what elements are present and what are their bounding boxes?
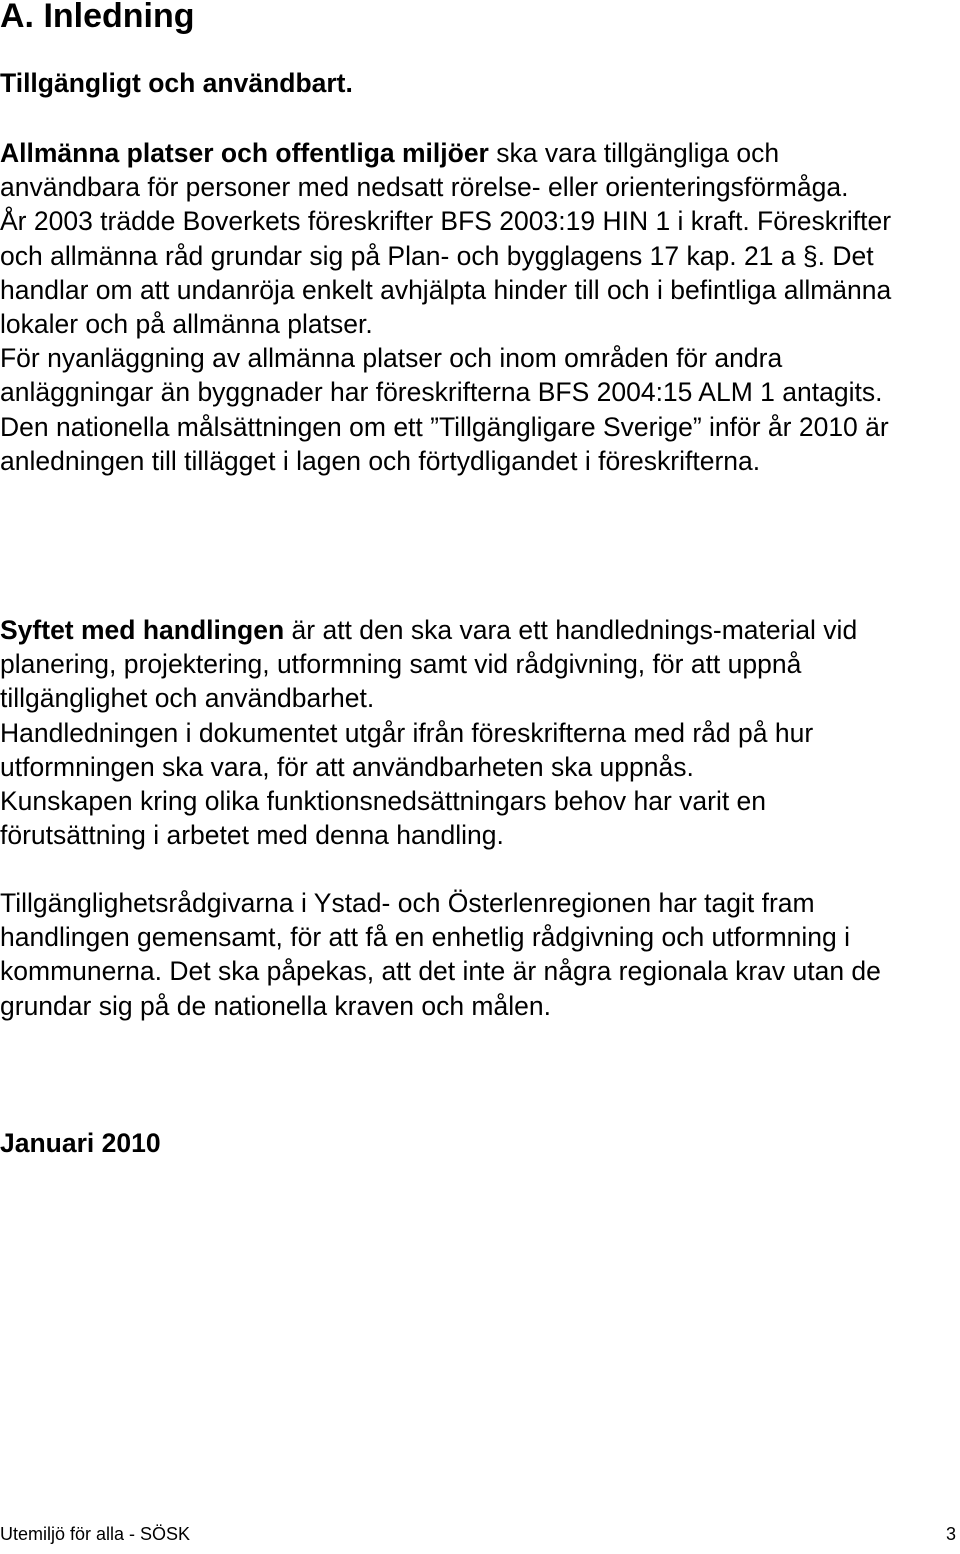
intro-paragraph-3: För nyanläggning av allmänna platser och inom områden för andra anläggningar än byggnader har föreskrifterna BFS 2004:15 ALM 1 antagits. [0,343,883,408]
purpose-section [0,613,900,852]
advisors-section [0,886,900,1023]
purpose-paragraph-1 [0,613,900,716]
footer-page-number: 3 [945,1524,956,1544]
intro-paragraph-4: Den nationella målsättningen om ett ”Tillgängligare Sverige” inför år 2010 är anledningen till tillägget i lagen och förtydligandet i föreskrifterna. [0,411,889,476]
purpose-lead-bold: Syftet med handlingen [0,615,285,645]
purpose-lead-rest: är att den ska vara ett handlednings-material vid planering, projektering, utformning samt vid rådgivning, för att uppnå tillgänglighet och användbarhet. [0,615,858,714]
intro-section [0,136,900,478]
page-heading: A. Inledning [0,0,195,35]
footer-title: Utemiljö för alla - SÖSK [0,1524,191,1544]
purpose-paragraph-2: Handledningen i dokumentet utgår ifrån föreskrifterna med råd på hur utformningen ska vara, för att användbarheten ska uppnås. [0,717,814,782]
intro-paragraph-1 [0,136,900,204]
document-date: Januari 2010 [0,1128,161,1158]
advisors-paragraph: Tillgänglighetsrådgivarna i Ystad- och Österlenregionen har tagit fram handlingen gemensamt, för att få en enhetlig rådgivning och utformning i kommunerna. Det ska påpekas, att det inte är några regionala krav utan de grundar sig på de nationella kraven och målen. [0,888,881,1021]
section-subheading: Tillgängligt och användbart. [0,68,353,98]
purpose-paragraph-3: Kunskapen kring olika funktionsnedsättningars behov har varit en förutsättning i arbetet med denna handling. [0,786,767,851]
intro-paragraph-2: År 2003 trädde Boverkets föreskrifter BFS 2003:19 HIN 1 i kraft. Föreskrifter och allmänna råd grundar sig på Plan- och bygglagens 17 kap. 21 a §. Det handlar om att undanröja enkelt avhjälpta hinder till och i befintliga allmänna lokaler och på allmänna platser. [0,206,892,340]
intro-lead-bold: Allmänna platser och offentliga miljöer [0,138,489,168]
intro-lead-rest: ska vara tillgängliga och användbara för personer med nedsatt rörelse- eller orienteringsförmåga. [0,138,849,203]
